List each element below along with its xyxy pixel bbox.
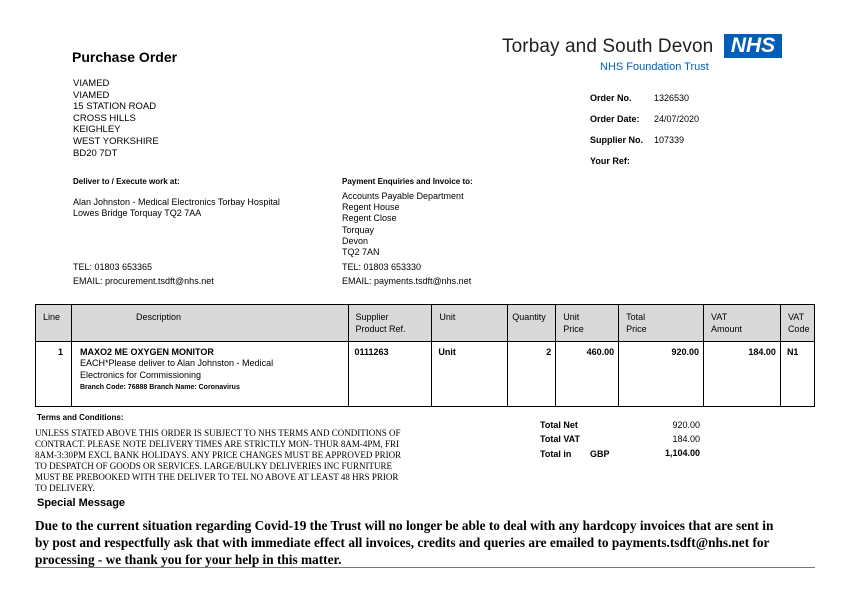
cell-unit-price: 460.00 <box>556 342 619 407</box>
deliver-address <box>73 197 280 219</box>
payment-line: Regent House <box>342 202 400 213</box>
order-no-label: Order No. <box>590 93 632 103</box>
special-line: by post and respectfully ask that with immediate effect all invoices, credits and queries are emailed to payments.tsdft@nhs.net for <box>35 535 770 550</box>
payment-address <box>342 191 464 258</box>
col-unit: Unit <box>432 305 508 342</box>
terms-line: UNLESS STATED ABOVE THIS ORDER IS SUBJECT TO NHS TERMS AND CONDITIONS OF <box>35 428 401 438</box>
payment-heading: Payment Enquiries and Invoice to: <box>342 177 473 186</box>
currency-label: GBP <box>590 449 610 459</box>
terms-line: 8AM-3:30PM EXCL BANK HOLIDAYS. ANY PRICE CHANGES MUST BE APPROVED PRIOR <box>35 450 402 460</box>
address-line: WEST YORKSHIRE <box>73 135 159 147</box>
supplier-no-value: 107339 <box>654 135 685 145</box>
terms-heading: Terms and Conditions: <box>37 413 124 422</box>
payment-email: EMAIL: payments.tsdft@nhs.net <box>342 276 472 286</box>
terms-line: MUST BE PREBOOKED WITH THE DELIVER TO TEL NO ABOVE AT LEAST 48 HRS PRIOR <box>35 472 399 482</box>
total-vat-value: 184.00 <box>672 434 700 444</box>
col-description: Description <box>71 305 348 342</box>
payment-line: Devon <box>342 235 369 246</box>
address-line: KEIGHLEY <box>73 124 121 136</box>
order-no-value: 1326530 <box>654 93 690 103</box>
deliver-email: EMAIL: procurement.tsdft@nhs.net <box>73 276 214 286</box>
order-lines-table <box>35 304 815 407</box>
cell-vat-amount: 184.00 <box>704 342 781 407</box>
your-ref-label: Your Ref: <box>590 156 630 166</box>
terms-text <box>35 428 455 494</box>
supplier-no-label: Supplier No. <box>590 135 644 145</box>
item-description: MAXO2 ME OXYGEN MONITOR <box>79 347 214 357</box>
trust-logo-name: Torbay and South Devon <box>502 36 714 57</box>
grand-total-value: 1,104.00 <box>664 448 700 458</box>
total-net-label: Total Net <box>540 420 578 430</box>
payment-tel: TEL: 01803 653330 <box>342 262 422 272</box>
trust-logo-subtitle: NHS Foundation Trust <box>600 61 709 73</box>
address-line: VIAMED <box>73 78 110 89</box>
col-vat-amount: VAT Amount <box>704 305 781 342</box>
page-title: Purchase Order <box>72 49 178 65</box>
total-net-value: 920.00 <box>672 420 700 430</box>
item-note: EACH*Please deliver to Alan Johnston - Medical <box>79 358 274 368</box>
col-unit-price: Unit Price <box>556 305 619 342</box>
cell-line: 1 <box>36 342 72 407</box>
address-line: 15 STATION ROAD <box>73 101 157 113</box>
deliver-tel: TEL: 01803 653365 <box>73 262 153 272</box>
table-header-row <box>36 305 815 342</box>
payment-line: Torquay <box>342 224 375 235</box>
cell-description <box>71 342 348 407</box>
cell-supplier-ref: 0111263 <box>348 342 432 407</box>
footer-divider <box>35 567 815 568</box>
total-vat-label: Total VAT <box>540 434 580 444</box>
special-message-text <box>35 517 825 568</box>
address-line: VIAMED <box>73 89 110 101</box>
payment-line: Regent Close <box>342 213 397 224</box>
terms-line: TO DESPATCH OF GOODS OR SERVICES. LARGE/BULKY DELIVERIES INC FURNITURE <box>35 461 392 471</box>
item-branch: Branch Code: 76888 Branch Name: Coronavirus <box>79 384 240 391</box>
terms-line: CONTRACT. PLEASE NOTE DELIVERY TIMES ARE STRICTLY MON- THUR 8AM-4PM, FRI <box>35 439 399 449</box>
cell-vat-code: N1 <box>780 342 814 407</box>
special-line: processing - we thank you for your help in this matter. <box>35 552 342 567</box>
payment-line: TQ2 7AN <box>342 247 380 258</box>
col-total-price: Total Price <box>619 305 704 342</box>
address-line: BD20 7DT <box>73 147 118 159</box>
payment-line: Accounts Payable Department <box>342 191 464 201</box>
special-message-heading: Special Message <box>37 497 126 509</box>
order-date-label: Order Date: <box>590 114 640 124</box>
order-date-value: 24/07/2020 <box>654 114 700 124</box>
address-line: CROSS HILLS <box>73 112 136 124</box>
col-line: Line <box>36 305 72 342</box>
terms-line: TO DELIVERY. <box>35 483 95 493</box>
cell-quantity: 2 <box>508 342 556 407</box>
cell-unit: Unit <box>432 342 508 407</box>
col-supplier-ref: Supplier Product Ref. <box>348 305 432 342</box>
deliver-line: Alan Johnston - Medical Electronics Torbay Hospital <box>73 197 280 207</box>
deliver-heading: Deliver to / Execute work at: <box>73 177 180 186</box>
item-note: Electronics for Commissioning <box>79 370 202 380</box>
total-in-label: Total in <box>540 449 572 459</box>
supplier-address <box>73 78 159 159</box>
nhs-logo: NHS <box>724 34 782 58</box>
col-vat-code: VAT Code <box>780 305 814 342</box>
special-line: Due to the current situation regarding Covid-19 the Trust will no longer be able to deal with any hardcopy invoices that are sent in <box>35 518 774 533</box>
col-quantity: Quantity <box>508 305 556 342</box>
table-row <box>36 342 815 407</box>
deliver-line: Lowes Bridge Torquay TQ2 7AA <box>73 208 202 219</box>
cell-total-price: 920.00 <box>619 342 704 407</box>
